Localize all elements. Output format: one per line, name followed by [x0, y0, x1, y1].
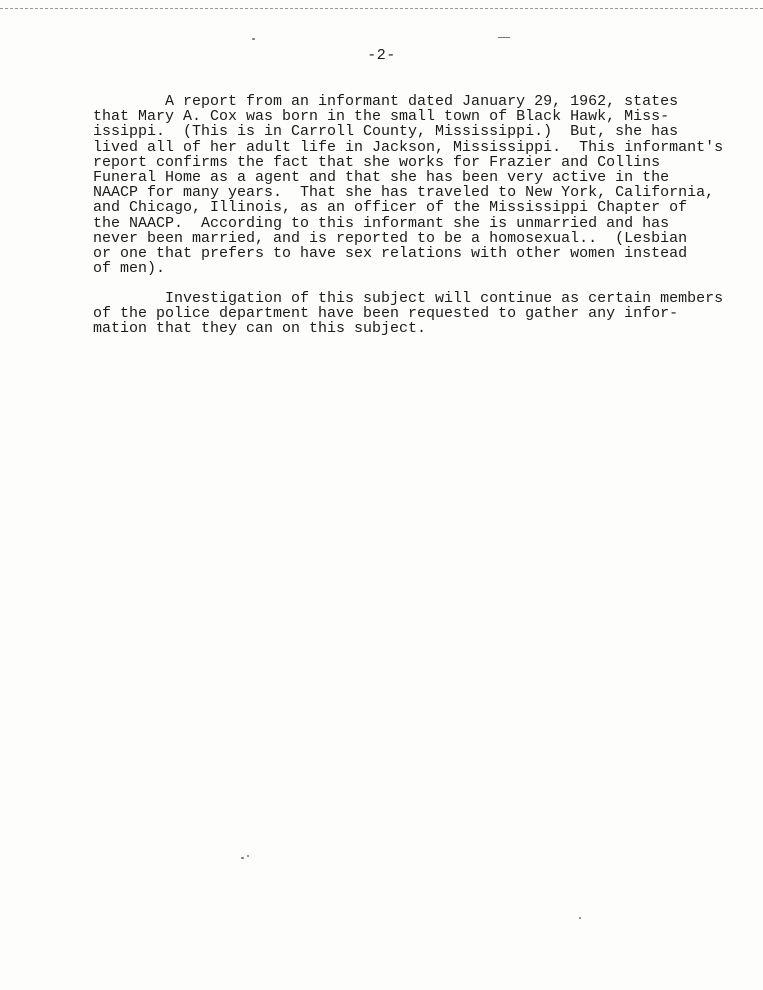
- paragraph-investigation: Investigation of this subject will continue as certain members of the police department have been requested to gather any infor- mation that they can on this subject.: [93, 290, 724, 338]
- torn-top-edge: [0, 0, 763, 9]
- page-number: -2-: [367, 47, 396, 64]
- paragraph-informant-report: A report from an informant dated January 29, 1962, states that Mary A. Cox was born in the small town of Black Hawk, Miss- issippi. (This is in Carroll County, Mississippi.) But, she has lived all of her adult life in Jackson, Mississippi. This informant's report confirms the fact that she works for Frazier and Collins Funeral Home as a agent and that she has been very active in the NAACP for many years. That she has traveled to New York, California, and Chicago, Illinois, as an officer of the Mississippi Chapter of the NAACP. According to this informant she is unmarried and has never been married, and is reported to be a homosexual.. (Lesbian or one that prefers to have sex relations with other women instead of men).: [93, 93, 724, 278]
- scan-speck: [241, 857, 244, 859]
- scan-speck: [579, 917, 581, 919]
- scan-speck: [247, 855, 249, 857]
- scan-speck: [498, 37, 510, 38]
- scan-speck: [252, 38, 255, 40]
